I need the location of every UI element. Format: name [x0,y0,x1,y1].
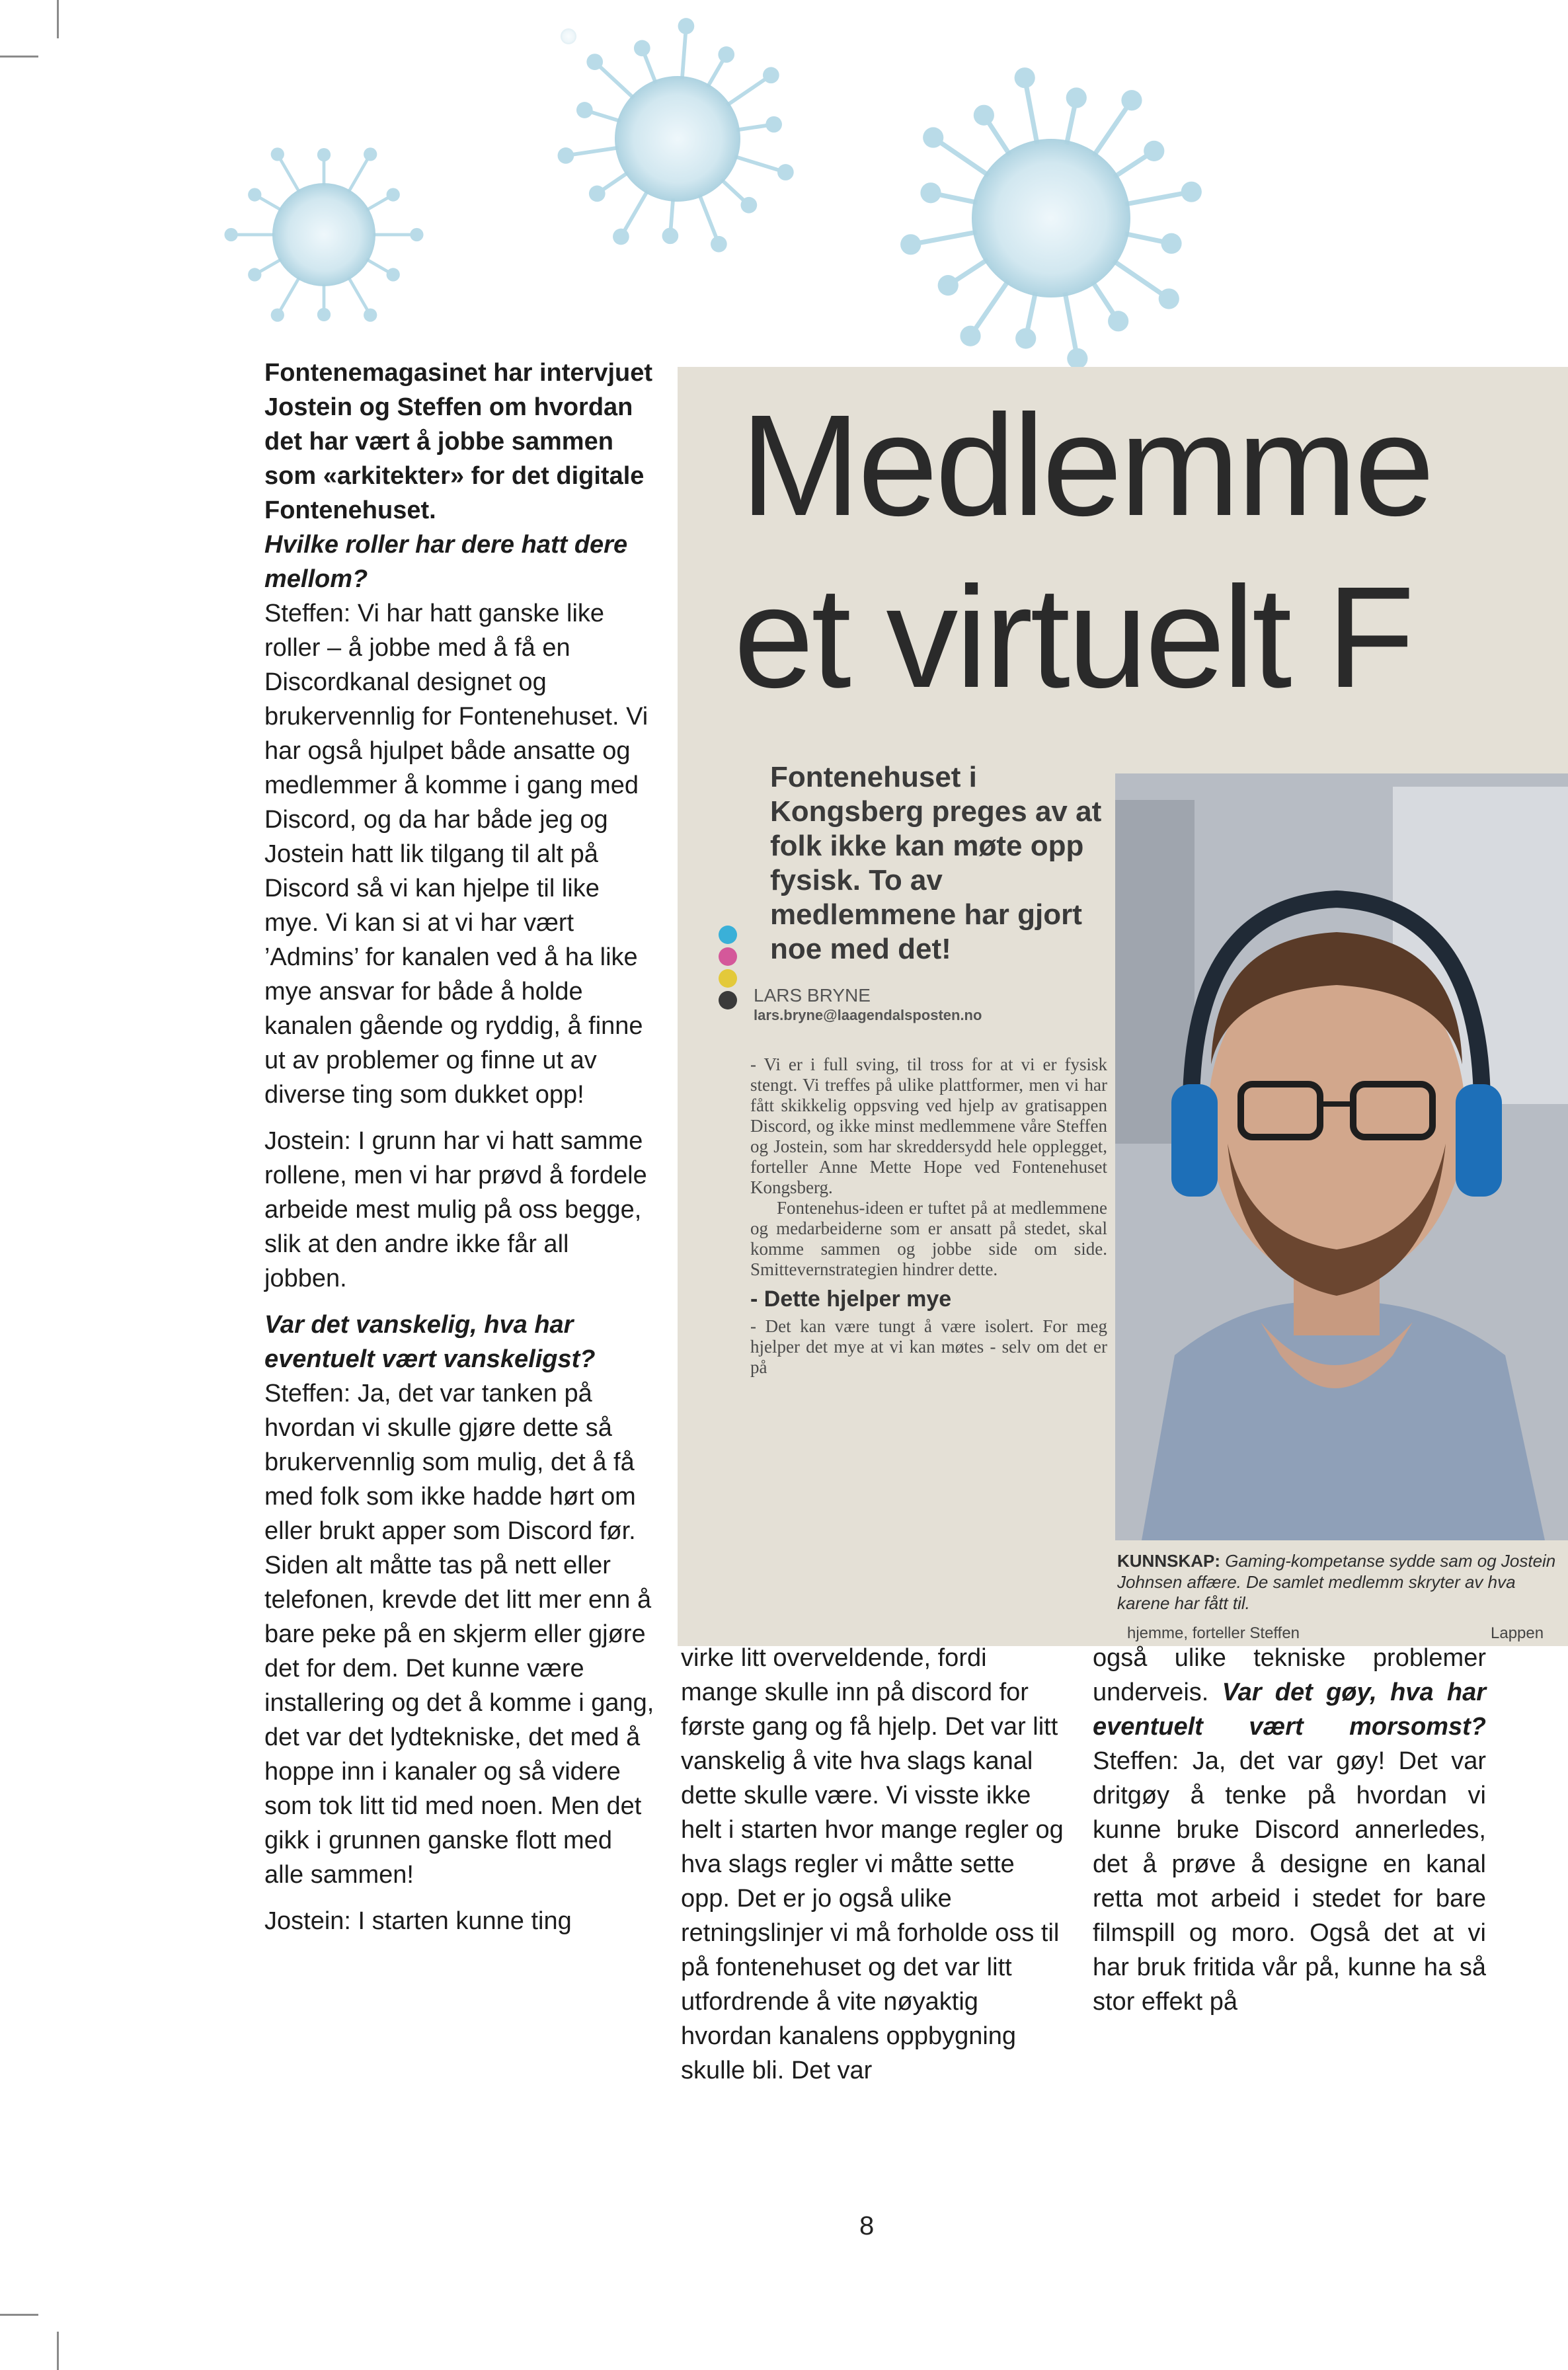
question-fun: Var det gøy, hva har eventuelt vært morsomst? [1093,1679,1487,1741]
answer-steffen-difficulty: Steffen: Ja, det var tanken på hvordan vi skulle gjøre dette så brukervennlig som mulig, det å få med folk som ikke hadde hørt om eller brukt apper som Discord før. Siden alt måtte tas på nett eller telefonen, krevde det litt mer enn å bare peke på en skjerm eller gjøre det for dem. Det kunne være installering og det å komme i gang, det var det lydtekniske, det med å hoppe inn i kanaler og så videre som tok litt tid med noen. Men det gikk i grunnen ganske flott med alle sammen! [264,1380,654,1889]
crop-mark-bottom-horizontal [0,2314,38,2316]
middle-column [681,1641,1064,2100]
answer-jostein-roles: Jostein: I grunn har vi hatt samme rollene, men vi har prøvd å fordele arbeide mest mulig på oss begge, slik at den andre ikke får all jobben. [264,1127,647,1292]
virus-particle-3 [900,67,1202,369]
cmyk-dot-cyan [719,926,737,944]
virus-particle-4 [561,28,576,44]
question-difficulty: Var det vanskelig, hva har eventuelt vært vanskeligst? [264,1311,596,1373]
clipping-footer-fragment: hjemme, forteller Steffen [1127,1624,1300,1642]
page-number: 8 [859,2211,875,2240]
middle-column-text: virke litt overveldende, fordi mange skulle inn på discord for første gang og få hjelp. Det var litt vanskelig å vite hva slags kanal dette skulle være. Vi visste ikke helt i starten hvor mange regler og hva slags regler vi måtte sette opp. Det er jo også ulike retningslinjer vi må forholde oss til på fontenehuset og det var litt utfordrende å vite nøyaktig hvordan kanalens oppbygning skulle bli. Det var [681,1644,1064,2084]
clipping-photo-portrait [1115,773,1568,1540]
virus-particle-2 [558,18,794,252]
clipping-caption [1117,1550,1568,1614]
clipping-email: lars.bryne@laagendalsposten.no [754,1007,982,1023]
clipping-footer-right: Lappen [1491,1624,1544,1642]
cmyk-dot-yellow [719,969,737,988]
virus-illustration [0,0,1568,370]
virus-particle-1 [224,147,423,321]
cmyk-dot-magenta [719,947,737,966]
clipping-subheading: - Dette hjelper mye [750,1286,952,1312]
clipping-author: LARS BRYNE [754,985,871,1006]
answer-jostein-start: Jostein: I starten kunne ting [264,1907,572,1935]
portrait-illustration [1115,773,1568,1540]
left-column [264,356,654,1950]
caption-label: KUNNSKAP: [1117,1551,1220,1571]
clipping-body-paragraph-1: - Vi er i full sving, til tross for at vi er fysisk stengt. Vi treffes på ulike plattformer, men vi har fått skikkelig oppsving ved hjelp av gratisappen Discord, og ikke minst medlemmene våre Steffen og Jostein, som har skreddersydd hele opplegget, forteller Anne Mette Hope ved Fontenehuset Kongsberg. [750,1054,1107,1197]
clipping-body [750,1054,1107,1378]
clipping-headline-line2: et virtuelt F [734,557,1413,718]
answer-steffen-roles: Steffen: Vi har hatt ganske like roller – å jobbe med å få en Discordkanal designet og brukervennlig for Fontenehuset. Vi har også hjulpet både ansatte og medlemmer å komme i gang med Discord, og da har både jeg og Jostein hatt lik tilgang til alt på Discord så vi kan hjelpe til like mye. Vi kan si at vi har vært ’Admins’ for kanalen ved å ha like mye ansvar for både å holde kanalen gående og ryddig, å finne ut av problemer og finne ut av diverse ting som dukket opp! [264,600,648,1109]
question-roles: Hvilke roller har dere hatt dere mellom? [264,531,628,593]
answer-steffen-fun: Steffen: Ja, det var gøy! Det var dritgøy å tenke på hvordan vi kunne bruke Discord annerledes, det å prøve å designe en kanal retta mot arbeid i stedet for bare filmspill og moro. Også det at vi har bruk fritida vår på, kunne ha så stor effekt på [1093,1747,1486,2016]
clipping-headline-line1: Medlemme [740,385,1432,546]
cmyk-dot-black [719,991,737,1009]
clipping-body-paragraph-3: - Det kan være tungt å være isolert. For meg hjelper det mye at vi kan møtes - selv om det er på [750,1316,1107,1377]
clipping-body-paragraph-2: Fontenehus-ideen er tuftet på at medlemmene og medarbeiderne som er ansatt på stedet, skal komme sammen og jobbe side om side. Smittevernstrategien hindrer dette. [750,1198,1107,1279]
caption-text: Gaming-kompetanse sydde sam og Jostein Johnsen affære. De samlet medlemm skryter av hva karene har fått til. [1117,1551,1556,1613]
right-column [1093,1641,1486,2031]
right-column-intro: også ulike tekniske problemer underveis. [1093,1644,1486,1706]
article-intro: Fontenemagasinet har intervjuet Jostein og Steffen om hvordan det har vært å jobbe sammen som «arkitekter» for det digitale Fontenehuset. [264,359,653,524]
newspaper-clipping [678,367,1568,1646]
crop-mark-bottom-vertical [57,2332,59,2370]
clipping-lead: Fontenehuset i Kongsberg preges av at folk ikke kan møte opp fysisk. To av medlemmene har gjort noe med det! [770,761,1102,965]
